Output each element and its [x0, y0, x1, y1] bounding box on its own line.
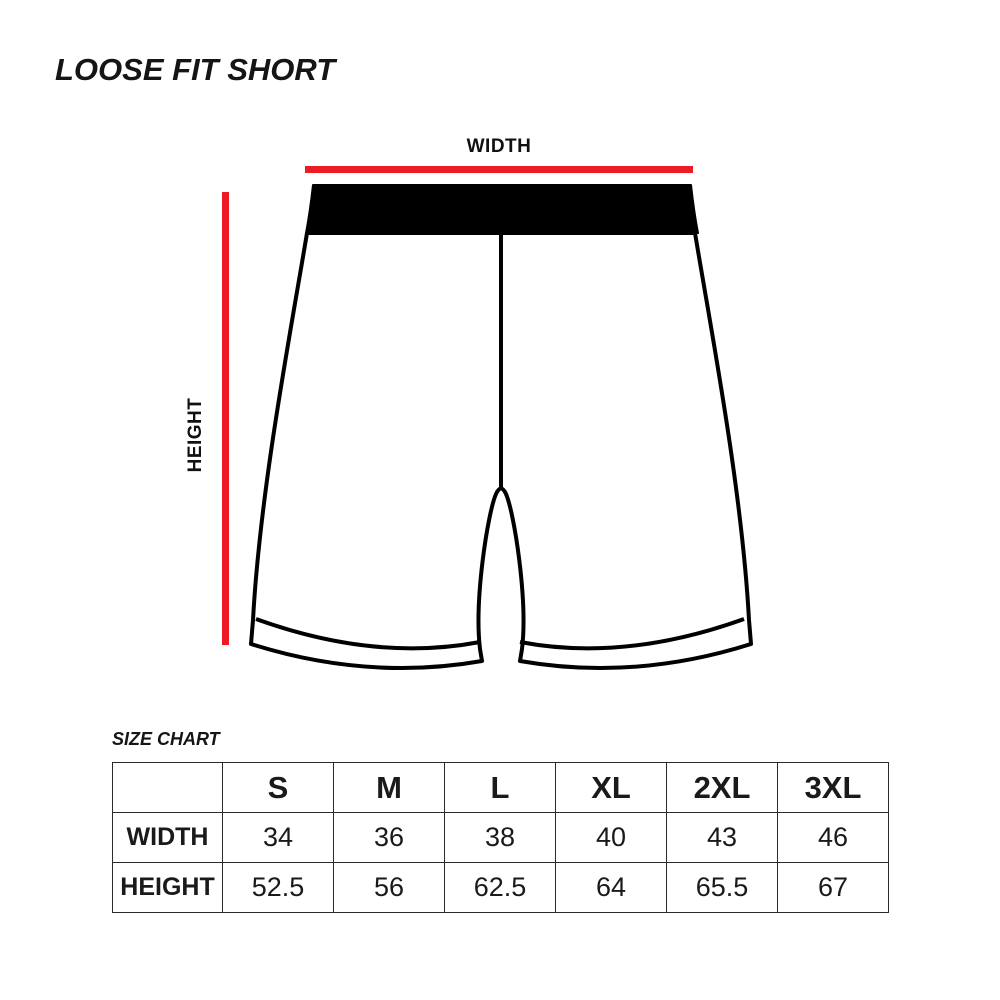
width-value-m: 36: [334, 813, 445, 863]
height-value-s: 52.5: [223, 863, 334, 913]
height-value-m: 56: [334, 863, 445, 913]
height-value-2xl: 65.5: [667, 863, 778, 913]
row-label: HEIGHT: [113, 863, 223, 913]
height-value-3xl: 67: [778, 863, 889, 913]
size-chart-header-row: [113, 763, 889, 813]
right-hem-line: [520, 619, 744, 648]
size-column-header: 3XL: [778, 763, 889, 813]
width-row: [113, 813, 889, 863]
width-value-3xl: 46: [778, 813, 889, 863]
corner-cell: [113, 763, 223, 813]
width-value-xl: 40: [556, 813, 667, 863]
width-dimension-line: [305, 166, 693, 173]
size-column-header: S: [223, 763, 334, 813]
size-column-header: L: [445, 763, 556, 813]
size-chart-title: SIZE CHART: [112, 729, 220, 749]
shorts-body-outline: [251, 233, 751, 668]
width-value-l: 38: [445, 813, 556, 863]
width-dimension-label: WIDTH: [466, 136, 532, 157]
size-column-header: M: [334, 763, 445, 813]
left-hem-line: [256, 619, 480, 648]
size-column-header: 2XL: [667, 763, 778, 813]
height-value-xl: 64: [556, 863, 667, 913]
waistband-shape: [306, 185, 698, 233]
height-row: [113, 863, 889, 913]
page-title: LOOSE FIT SHORT: [55, 52, 336, 87]
width-value-2xl: 43: [667, 813, 778, 863]
height-dimension-line: [222, 192, 229, 645]
height-dimension-label: HEIGHT: [185, 397, 206, 473]
width-value-s: 34: [223, 813, 334, 863]
row-label: WIDTH: [113, 813, 223, 863]
size-chart-table: [112, 762, 889, 913]
height-value-l: 62.5: [445, 863, 556, 913]
size-column-header: XL: [556, 763, 667, 813]
